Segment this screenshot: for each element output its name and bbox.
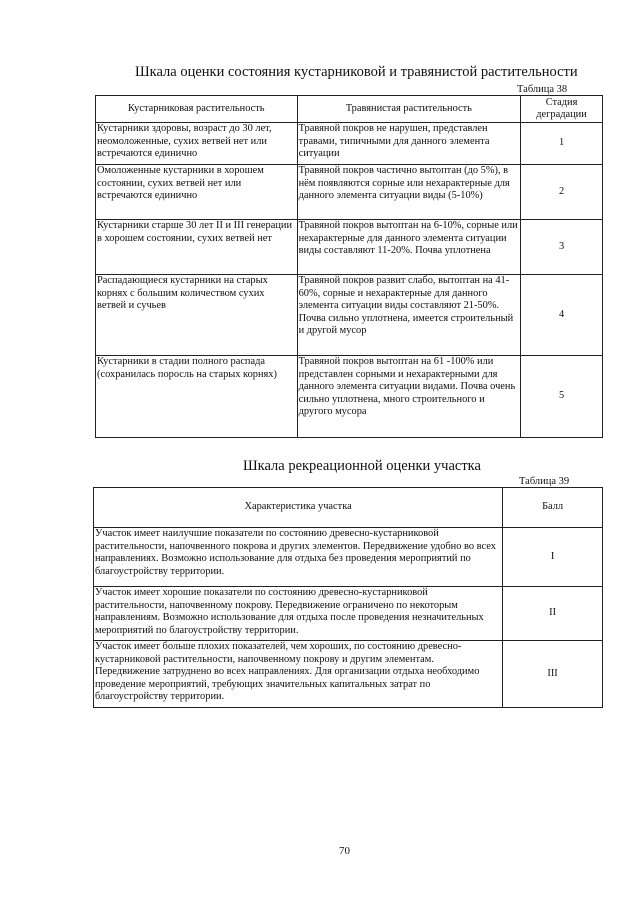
grass-cell	[297, 275, 521, 356]
score-cell: I	[503, 528, 603, 587]
table-row	[94, 587, 603, 641]
table-row	[96, 356, 603, 438]
grass-cell: Травяной покров вытоптан на 61 -100% или представлен сорными и нехарактерными для данного элемента ситуации видами. Почва очень сильно уплотнена, много строительного и другого мусора	[297, 356, 521, 438]
table-header-row	[94, 488, 603, 528]
table-header-row	[96, 96, 603, 123]
shrub-cell: Кустарники старше 30 лет II и III генерации в хорошем состоянии, сухих ветвей нет	[96, 220, 298, 275]
recreation-scale-table	[93, 487, 603, 708]
grass-cell: Травяной покров частично вытоптан (до 5%), в нём появляются сорные или нехарактерные для данного элемента ситуации виды (5-10%)	[297, 165, 521, 220]
stage-cell: 1	[521, 123, 603, 165]
score-cell: III	[503, 641, 603, 708]
header-characteristic: Характеристика участка	[94, 488, 503, 528]
grass-cell: Травяной покров вытоптан на 6-10%, сорные или нехарактерные для данного элемента ситуации виды составляют 11-20%. Почва уплотнена	[297, 220, 521, 275]
grass-text-extra: Почва сильно уплотнена, имеется строительный и другой мусор	[298, 312, 514, 336]
score-cell: II	[503, 587, 603, 641]
header-grass: Травянистая растительность	[297, 96, 521, 123]
characteristic-cell: Участок имеет наилучшие показатели по состоянию древесно-кустарниковой растительности, напочвенного покрова и других элементов. Передвижение удобно во всех направлениях. Возможно использование для отдыха без проведения мероприятий по благоустройству территории.	[94, 528, 503, 587]
stage-cell: 4	[521, 275, 603, 356]
table-row	[96, 165, 603, 220]
header-stage: Стадия деградации	[521, 96, 603, 123]
stage-cell: 2	[521, 165, 603, 220]
table-row	[96, 123, 603, 165]
grass-cell: Травяной покров не нарушен, представлен травами, типичными для данного элемента ситуации	[297, 123, 521, 165]
table-row	[96, 275, 603, 356]
header-shrub: Кустарниковая растительность	[96, 96, 298, 123]
shrub-cell: Омоложенные кустарники в хорошем состоянии, сухих ветвей нет или встречаются единично	[96, 165, 298, 220]
table1-caption: Таблица 38	[517, 84, 568, 95]
shrub-cell: Кустарники в стадии полного распада (сохранилась поросль на старых корнях)	[96, 356, 298, 438]
characteristic-cell: Участок имеет хорошие показатели по состоянию древесно-кустарниковой растительности, напочвенному покрову. Передвижение ограничено по некоторым направлениям. Возможно использование для отдыха после проведения незначительных мероприятий по благоустройству территории.	[94, 587, 503, 641]
shrub-cell: Кустарники здоровы, возраст до 30 лет, неомоложенные, сухих ветвей нет или встречаются единично	[96, 123, 298, 165]
table-row	[94, 641, 603, 708]
table-row	[94, 528, 603, 587]
characteristic-cell: Участок имеет больше плохих показателей, чем хороших, по состоянию древесно-кустарниковой растительности, напочвенному покрову и другим элементам. Передвижение затруднено во всех направлениях. Для организации отдыха необходимо проведение мероприятий, требующих значительных капитальных затрат по благоустройству территории.	[94, 641, 503, 708]
table1-title: Шкала оценки состояния кустарниковой и травянистой растительности	[135, 64, 578, 80]
degradation-scale-table	[95, 95, 603, 438]
table-row	[96, 220, 603, 275]
header-score: Балл	[503, 488, 603, 528]
shrub-cell: Распадающиеся кустарники на старых корнях с большим количеством сухих ветвей и сучьев	[96, 275, 298, 356]
stage-cell: 5	[521, 356, 603, 438]
stage-cell: 3	[521, 220, 603, 275]
page-number: 70	[339, 845, 350, 857]
table2-title: Шкала рекреационной оценки участка	[243, 458, 481, 474]
grass-text: Травяной покров развит слабо, вытоптан на 41-60%, сорные и нехарактерные для данного элемента ситуации виды составляют 21-50%.	[298, 275, 510, 311]
table2-caption: Таблица 39	[519, 476, 570, 487]
